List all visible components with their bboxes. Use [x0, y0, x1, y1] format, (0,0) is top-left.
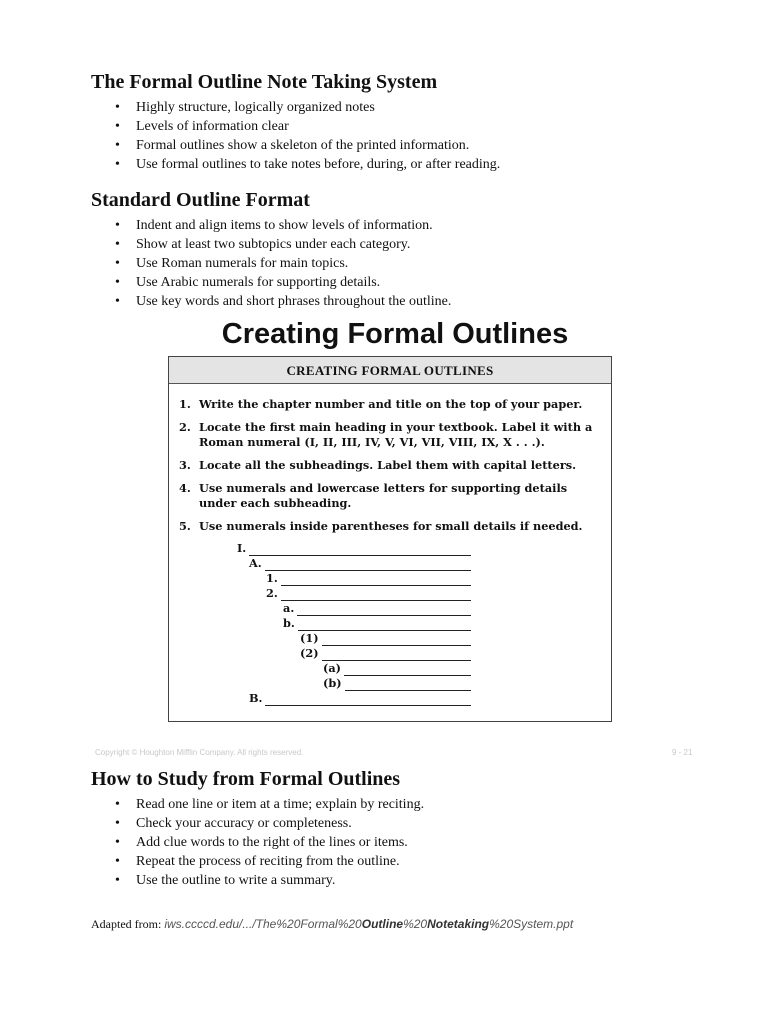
blank-line: [298, 619, 471, 631]
outline-line-paren-b: (b): [323, 676, 471, 691]
blank-line: [344, 664, 471, 676]
outline-line-roman-one: I.: [237, 541, 471, 556]
step-text: Locate the first main heading in your textbook. Label it with a Roman numeral (I, II, III, IV, V, VI, VII, VIII, IX, X . . .).: [199, 420, 593, 449]
step-text: Use numerals inside parentheses for small details if needed.: [199, 519, 583, 533]
blank-line: [281, 589, 471, 601]
blank-line: [322, 649, 471, 661]
list-item: • Show at least two subtopics under each category.: [91, 235, 731, 254]
page-number: 9 - 21: [672, 748, 693, 757]
outline-line-a: A.: [249, 556, 471, 571]
blank-line: [322, 634, 471, 646]
blank-line: [345, 679, 471, 691]
step-number: 2.: [179, 420, 191, 434]
blank-line: [265, 559, 471, 571]
step-number: 4.: [179, 481, 191, 495]
step-item: [179, 458, 599, 473]
list-item: • Repeat the process of reciting from the outline.: [91, 852, 731, 871]
bullet-list: [91, 98, 731, 174]
box-header: CREATING FORMAL OUTLINES: [169, 357, 611, 384]
copyright-notice: Copyright © Houghton Mifflin Company. All rights reserved.: [95, 748, 304, 757]
list-item: • Use Roman numerals for main topics.: [91, 254, 731, 273]
list-item: • Formal outlines show a skeleton of the printed information.: [91, 136, 731, 155]
outline-line-paren-a: (a): [323, 661, 471, 676]
adapted-from-footer: [91, 916, 573, 932]
step-item: [179, 397, 599, 412]
steps-list: [179, 397, 599, 542]
blank-line: [297, 604, 471, 616]
outline-line-b: B.: [249, 691, 471, 706]
section-heading: Standard Outline Format: [91, 189, 310, 211]
list-item: • Check your accuracy or completeness.: [91, 814, 731, 833]
step-text: Locate all the subheadings. Label them with capital letters.: [199, 458, 577, 472]
bullet-list: [91, 795, 731, 890]
list-item: • Indent and align items to show levels of information.: [91, 216, 731, 235]
step-item: [179, 519, 599, 534]
slide-title: Creating Formal Outlines: [221, 318, 569, 350]
list-item: • Levels of information clear: [91, 117, 731, 136]
outline-line-small-a: a.: [283, 601, 471, 616]
bullet-list: [91, 216, 731, 311]
list-item: • Add clue words to the right of the lines or items.: [91, 833, 731, 852]
section-formal-outline-system: [91, 70, 731, 174]
creating-outlines-box: [168, 356, 612, 722]
section-heading: The Formal Outline Note Taking System: [91, 71, 438, 93]
list-item: • Use Arabic numerals for supporting details.: [91, 273, 731, 292]
outline-line-paren-two: (2): [300, 646, 471, 661]
adapted-label: Adapted from:: [91, 917, 162, 931]
section-how-to-study: [91, 767, 731, 890]
outline-line-one: 1.: [266, 571, 471, 586]
list-item: • Use the outline to write a summary.: [91, 871, 731, 890]
step-item: [179, 420, 599, 450]
blank-line: [265, 694, 471, 706]
step-item: [179, 481, 599, 511]
blank-line: [281, 574, 471, 586]
source-url: iws.ccccd.edu/.../The%20Formal%20Outline%20Notetaking%20System.ppt: [164, 917, 574, 931]
outline-line-two: 2.: [266, 586, 471, 601]
list-item: • Use key words and short phrases throughout the outline.: [91, 292, 731, 311]
blank-line: [249, 544, 471, 556]
section-standard-outline-format: [91, 188, 731, 311]
list-item: • Highly structure, logically organized notes: [91, 98, 731, 117]
step-number: 1.: [179, 397, 191, 411]
list-item: • Use formal outlines to take notes before, during, or after reading.: [91, 155, 731, 174]
step-number: 5.: [179, 519, 191, 533]
step-text: Write the chapter number and title on the top of your paper.: [199, 397, 583, 411]
section-heading: How to Study from Formal Outlines: [91, 768, 401, 790]
step-number: 3.: [179, 458, 191, 472]
outline-line-small-b: b.: [283, 616, 471, 631]
step-text: Use numerals and lowercase letters for supporting details under each subheading.: [199, 481, 568, 510]
list-item: • Read one line or item at a time; explain by reciting.: [91, 795, 731, 814]
outline-line-paren-one: (1): [300, 631, 471, 646]
